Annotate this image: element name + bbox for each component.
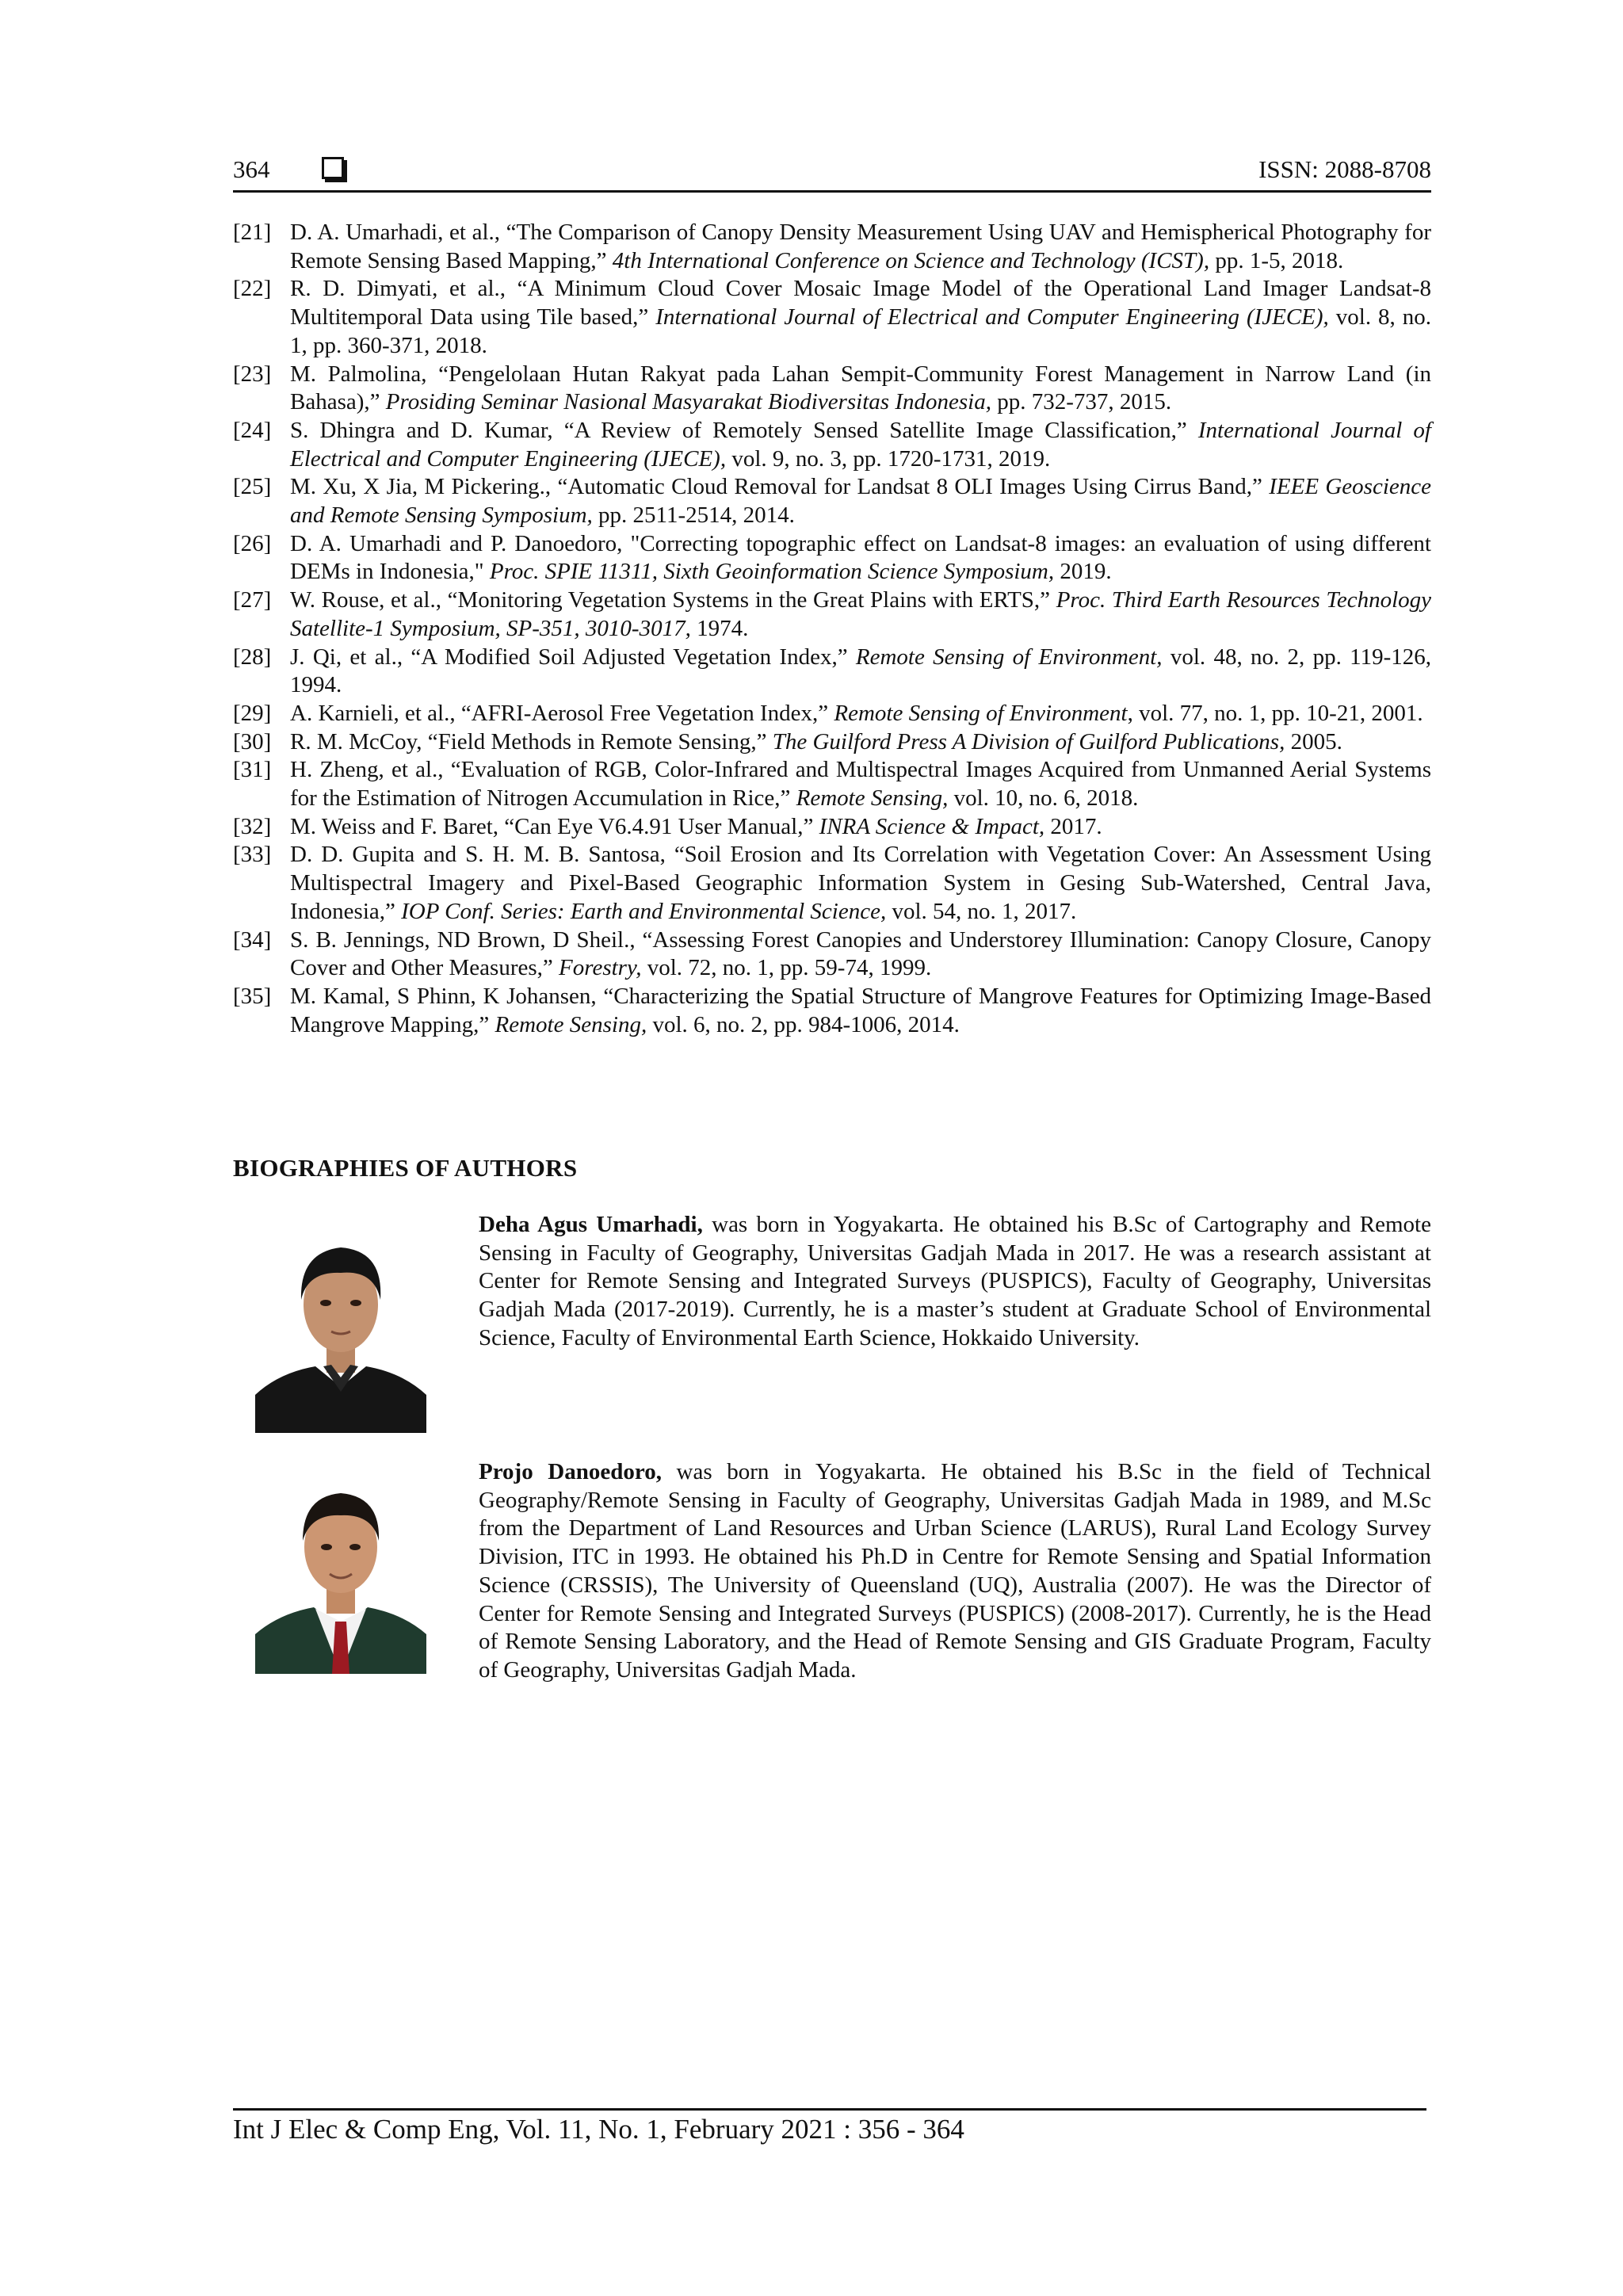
reference-authors-title: D. A. Umarhadi, et al., “The Comparison of Canopy Density Measurement Using UAV and Hemispherical Photography for Remote Sensing Based Mapping,” bbox=[290, 220, 1431, 273]
reference-item bbox=[233, 728, 1431, 757]
reference-item bbox=[233, 361, 1431, 417]
reference-text bbox=[290, 926, 1431, 983]
reference-authors-title: S. Dhingra and D. Kumar, “A Review of Remotely Sensed Satellite Image Classification,” bbox=[290, 417, 1198, 443]
page-footer bbox=[233, 2108, 1426, 2147]
reference-details: pp. 2511-2514, 2014. bbox=[592, 502, 795, 529]
biographies-heading: BIOGRAPHIES OF AUTHORS bbox=[233, 1154, 578, 1182]
reference-item bbox=[233, 813, 1431, 842]
reference-venue: Remote Sensing of Environment bbox=[834, 700, 1128, 726]
reference-details: 2005. bbox=[1285, 728, 1342, 755]
reference-text bbox=[290, 219, 1431, 275]
reference-item bbox=[233, 219, 1431, 275]
portrait-image bbox=[255, 1211, 426, 1433]
reference-text bbox=[290, 728, 1431, 757]
reference-item bbox=[233, 926, 1431, 983]
author-bio-text bbox=[479, 1211, 1431, 1353]
reference-authors-title: D. A. Umarhadi and P. Danoedoro, "Correcting topographic effect on Landsat-8 images: an evaluation of using different DEMs in Indonesia," bbox=[290, 530, 1431, 585]
reference-authors-title: A. Karnieli, et al., “AFRI-Aerosol Free Vegetation Index,” bbox=[290, 700, 834, 726]
reference-number: [34] bbox=[233, 926, 272, 953]
reference-number: [32] bbox=[233, 813, 272, 839]
reference-details: 2019. bbox=[1054, 559, 1112, 585]
reference-venue: The Guilford Press A Division of Guilford Publications, bbox=[772, 728, 1285, 755]
reference-venue: INRA Science & Impact, bbox=[819, 813, 1045, 839]
reference-text bbox=[290, 530, 1431, 586]
footer-citation: Int J Elec & Comp Eng, Vol. 11, No. 1, February 2021 : 356 - 364 bbox=[233, 2114, 964, 2145]
reference-text bbox=[290, 700, 1431, 728]
reference-authors-title: M. Palmolina, “Pengelolaan Hutan Rakyat pada Lahan Sempit-Community Forest Management in Narrow Land (in Bahasa),” bbox=[290, 361, 1431, 415]
author-name: Projo Danoedoro, bbox=[479, 1459, 662, 1484]
reference-authors-title: M. Kamal, S Phinn, K Johansen, “Characterizing the Spatial Structure of Mangrove Features for Optimizing Image-Based Mangrove Mapping,” bbox=[290, 983, 1431, 1037]
reference-authors-title: R. M. McCoy, “Field Methods in Remote Sensing,” bbox=[290, 728, 773, 755]
reference-number: [24] bbox=[233, 417, 272, 443]
reference-number: [33] bbox=[233, 842, 272, 868]
reference-authors-title: S. B. Jennings, ND Brown, D Sheil., “Assessing Forest Canopies and Understorey Illumination: Canopy Closure, Canopy Cover and Other Measures,” bbox=[290, 926, 1431, 981]
reference-venue: IEEE Geoscience and Remote Sensing Symposium, bbox=[290, 474, 1432, 529]
portrait-image bbox=[255, 1458, 426, 1674]
reference-details: 1974. bbox=[690, 615, 749, 641]
reference-text bbox=[290, 417, 1431, 473]
reference-item bbox=[233, 756, 1431, 812]
author-name: Deha Agus Umarhadi, bbox=[479, 1212, 703, 1237]
author-bio-body: was born in Yogyakarta. He obtained his B.Sc of Cartography and Remote Sensing in Faculty of Geography, Universitas Gadjah Mada in 2017. He was a research assistant at Center for Remote Sensing and Integrated Surveys (PUSPICS), Faculty of Geography, Universitas Gadjah Mada (2017-2019). Currently, he is a master’s student at Graduate School of Environmental Science, Faculty of Environmental Earth Science, Hokkaido University. bbox=[479, 1212, 1431, 1350]
reference-details: vol. 48, no. 2, pp. 119-126, 1994. bbox=[290, 644, 1432, 698]
author-bio-text bbox=[479, 1458, 1431, 1685]
reference-venue: 4th International Conference on Science and Technology (ICST), bbox=[612, 247, 1210, 273]
reference-item bbox=[233, 275, 1431, 360]
reference-text bbox=[290, 275, 1431, 360]
reference-item bbox=[233, 983, 1431, 1039]
reference-authors-title: W. Rouse, et al., “Monitoring Vegetation Systems in the Great Plains with ERTS,” bbox=[290, 587, 1056, 613]
reference-item bbox=[233, 530, 1431, 586]
reference-venue: IOP Conf. Series: Earth and Environmental Science, bbox=[401, 898, 887, 924]
reference-details: pp. 1-5, 2018. bbox=[1209, 247, 1344, 273]
reference-item bbox=[233, 700, 1431, 728]
reference-authors-title: M. Weiss and F. Baret, “Can Eye V6.4.91 User Manual,” bbox=[290, 813, 819, 839]
reference-venue: Proc. SPIE 11311, Sixth Geoinformation Science Symposium, bbox=[489, 559, 1055, 585]
page-header bbox=[233, 155, 1431, 193]
reference-item bbox=[233, 586, 1431, 643]
reference-text bbox=[290, 841, 1431, 926]
reference-number: [30] bbox=[233, 728, 272, 755]
reference-venue: Prosiding Seminar Nasional Masyarakat Biodiversitas Indonesia, bbox=[385, 389, 991, 415]
reference-details: vol. 8, no. 1, pp. 360-371, 2018. bbox=[290, 304, 1431, 358]
author-photo bbox=[255, 1458, 426, 1674]
page-number: 364 bbox=[233, 155, 270, 183]
author-photo bbox=[255, 1211, 426, 1433]
reference-text bbox=[290, 756, 1431, 812]
issn-label: ISSN: 2088-8708 bbox=[1258, 155, 1431, 183]
reference-number: [27] bbox=[233, 587, 272, 613]
reference-number: [23] bbox=[233, 361, 272, 387]
reference-number: [26] bbox=[233, 530, 272, 556]
reference-text bbox=[290, 473, 1431, 529]
reference-number: [29] bbox=[233, 700, 272, 726]
reference-venue: Remote Sensing, bbox=[796, 785, 949, 812]
reference-text bbox=[290, 983, 1431, 1039]
reference-details: vol. 10, no. 6, 2018. bbox=[948, 785, 1139, 812]
author-bio-body: was born in Yogyakarta. He obtained his B.Sc in the field of Technical Geography/Remote Sensing in Faculty of Geography, Universitas Gadjah Mada in 1989, and M.Sc from the Department of Land Resources and Urban Science (LARUS), Rural Land Ecology Survey Division, ITC in 1993. He obtained his Ph.D in Centre for Remote Sensing and Spatial Information Science (CRSSIS), The University of Queensland (UQ), Australia (2007). He was the Director of Center for Remote Sensing and Integrated Surveys (PUSPICS) (2008-2017). Currently, he is the Head of Remote Sensing Laboratory, and the Head of Remote Sensing and GIS Graduate Program, Faculty of Geography, Universitas Gadjah Mada. bbox=[479, 1459, 1431, 1683]
reference-venue: International Journal of Electrical and Computer Engineering (IJECE), bbox=[290, 417, 1431, 472]
reference-venue: Proc. Third Earth Resources Technology Satellite-1 Symposium, SP-351, 3010-3017, bbox=[290, 587, 1431, 641]
reference-authors-title: J. Qi, et al., “A Modified Soil Adjusted Vegetation Index,” bbox=[290, 644, 856, 670]
reference-number: [21] bbox=[233, 220, 272, 245]
reference-number: [28] bbox=[233, 644, 272, 670]
reference-authors-title: R. D. Dimyati, et al., “A Minimum Cloud Cover Mosaic Image Model of the Operational Land Imager Landsat-8 Multitemporal Data using Tile based,” bbox=[290, 276, 1431, 330]
reference-text bbox=[290, 586, 1431, 643]
reference-number: [35] bbox=[233, 983, 272, 1009]
reference-details: vol. 9, no. 3, pp. 1720-1731, 2019. bbox=[726, 445, 1051, 472]
reference-authors-title: M. Xu, X Jia, M Pickering., “Automatic Cloud Removal for Landsat 8 OLI Images Using Cirrus Band,” bbox=[290, 474, 1270, 500]
reference-text bbox=[290, 361, 1431, 417]
reference-number: [25] bbox=[233, 474, 272, 500]
references-list bbox=[233, 219, 1431, 1039]
reference-details: pp. 732-737, 2015. bbox=[991, 389, 1172, 415]
reference-item bbox=[233, 644, 1431, 700]
reference-text bbox=[290, 644, 1431, 700]
reference-authors-title: D. D. Gupita and S. H. M. B. Santosa, “Soil Erosion and Its Correlation with Vegetation Cover: An Assessment Using Multispectral Imagery and Pixel-Based Geographic Information System in Gesing Sub-Watershed, Central Java, Indonesia,” bbox=[290, 842, 1431, 924]
reference-item bbox=[233, 417, 1431, 473]
reference-details: vol. 6, no. 2, pp. 984-1006, 2014. bbox=[647, 1011, 960, 1037]
reference-details: vol. 72, no. 1, pp. 59-74, 1999. bbox=[641, 955, 932, 981]
reference-authors-title: H. Zheng, et al., “Evaluation of RGB, Color-Infrared and Multispectral Images Acquired from Unmanned Aerial Systems for the Estimation of Nitrogen Accumulation in Rice,” bbox=[290, 757, 1431, 812]
reference-venue: International Journal of Electrical and Computer Engineering (IJECE), bbox=[655, 304, 1329, 330]
reference-venue: Remote Sensing, bbox=[495, 1011, 647, 1037]
reference-details: 2017. bbox=[1044, 813, 1102, 839]
reference-item bbox=[233, 473, 1431, 529]
reference-details: vol. 54, no. 1, 2017. bbox=[886, 898, 1077, 924]
reference-venue: Remote Sensing of Environment, bbox=[855, 644, 1163, 670]
reference-details: , vol. 77, no. 1, pp. 10-21, 2001. bbox=[1127, 700, 1423, 726]
reference-item bbox=[233, 841, 1431, 926]
reference-venue: Forestry, bbox=[559, 955, 642, 981]
reference-number: [22] bbox=[233, 276, 272, 302]
reference-number: [31] bbox=[233, 757, 272, 783]
square-box-icon bbox=[322, 157, 344, 179]
reference-text bbox=[290, 813, 1431, 842]
